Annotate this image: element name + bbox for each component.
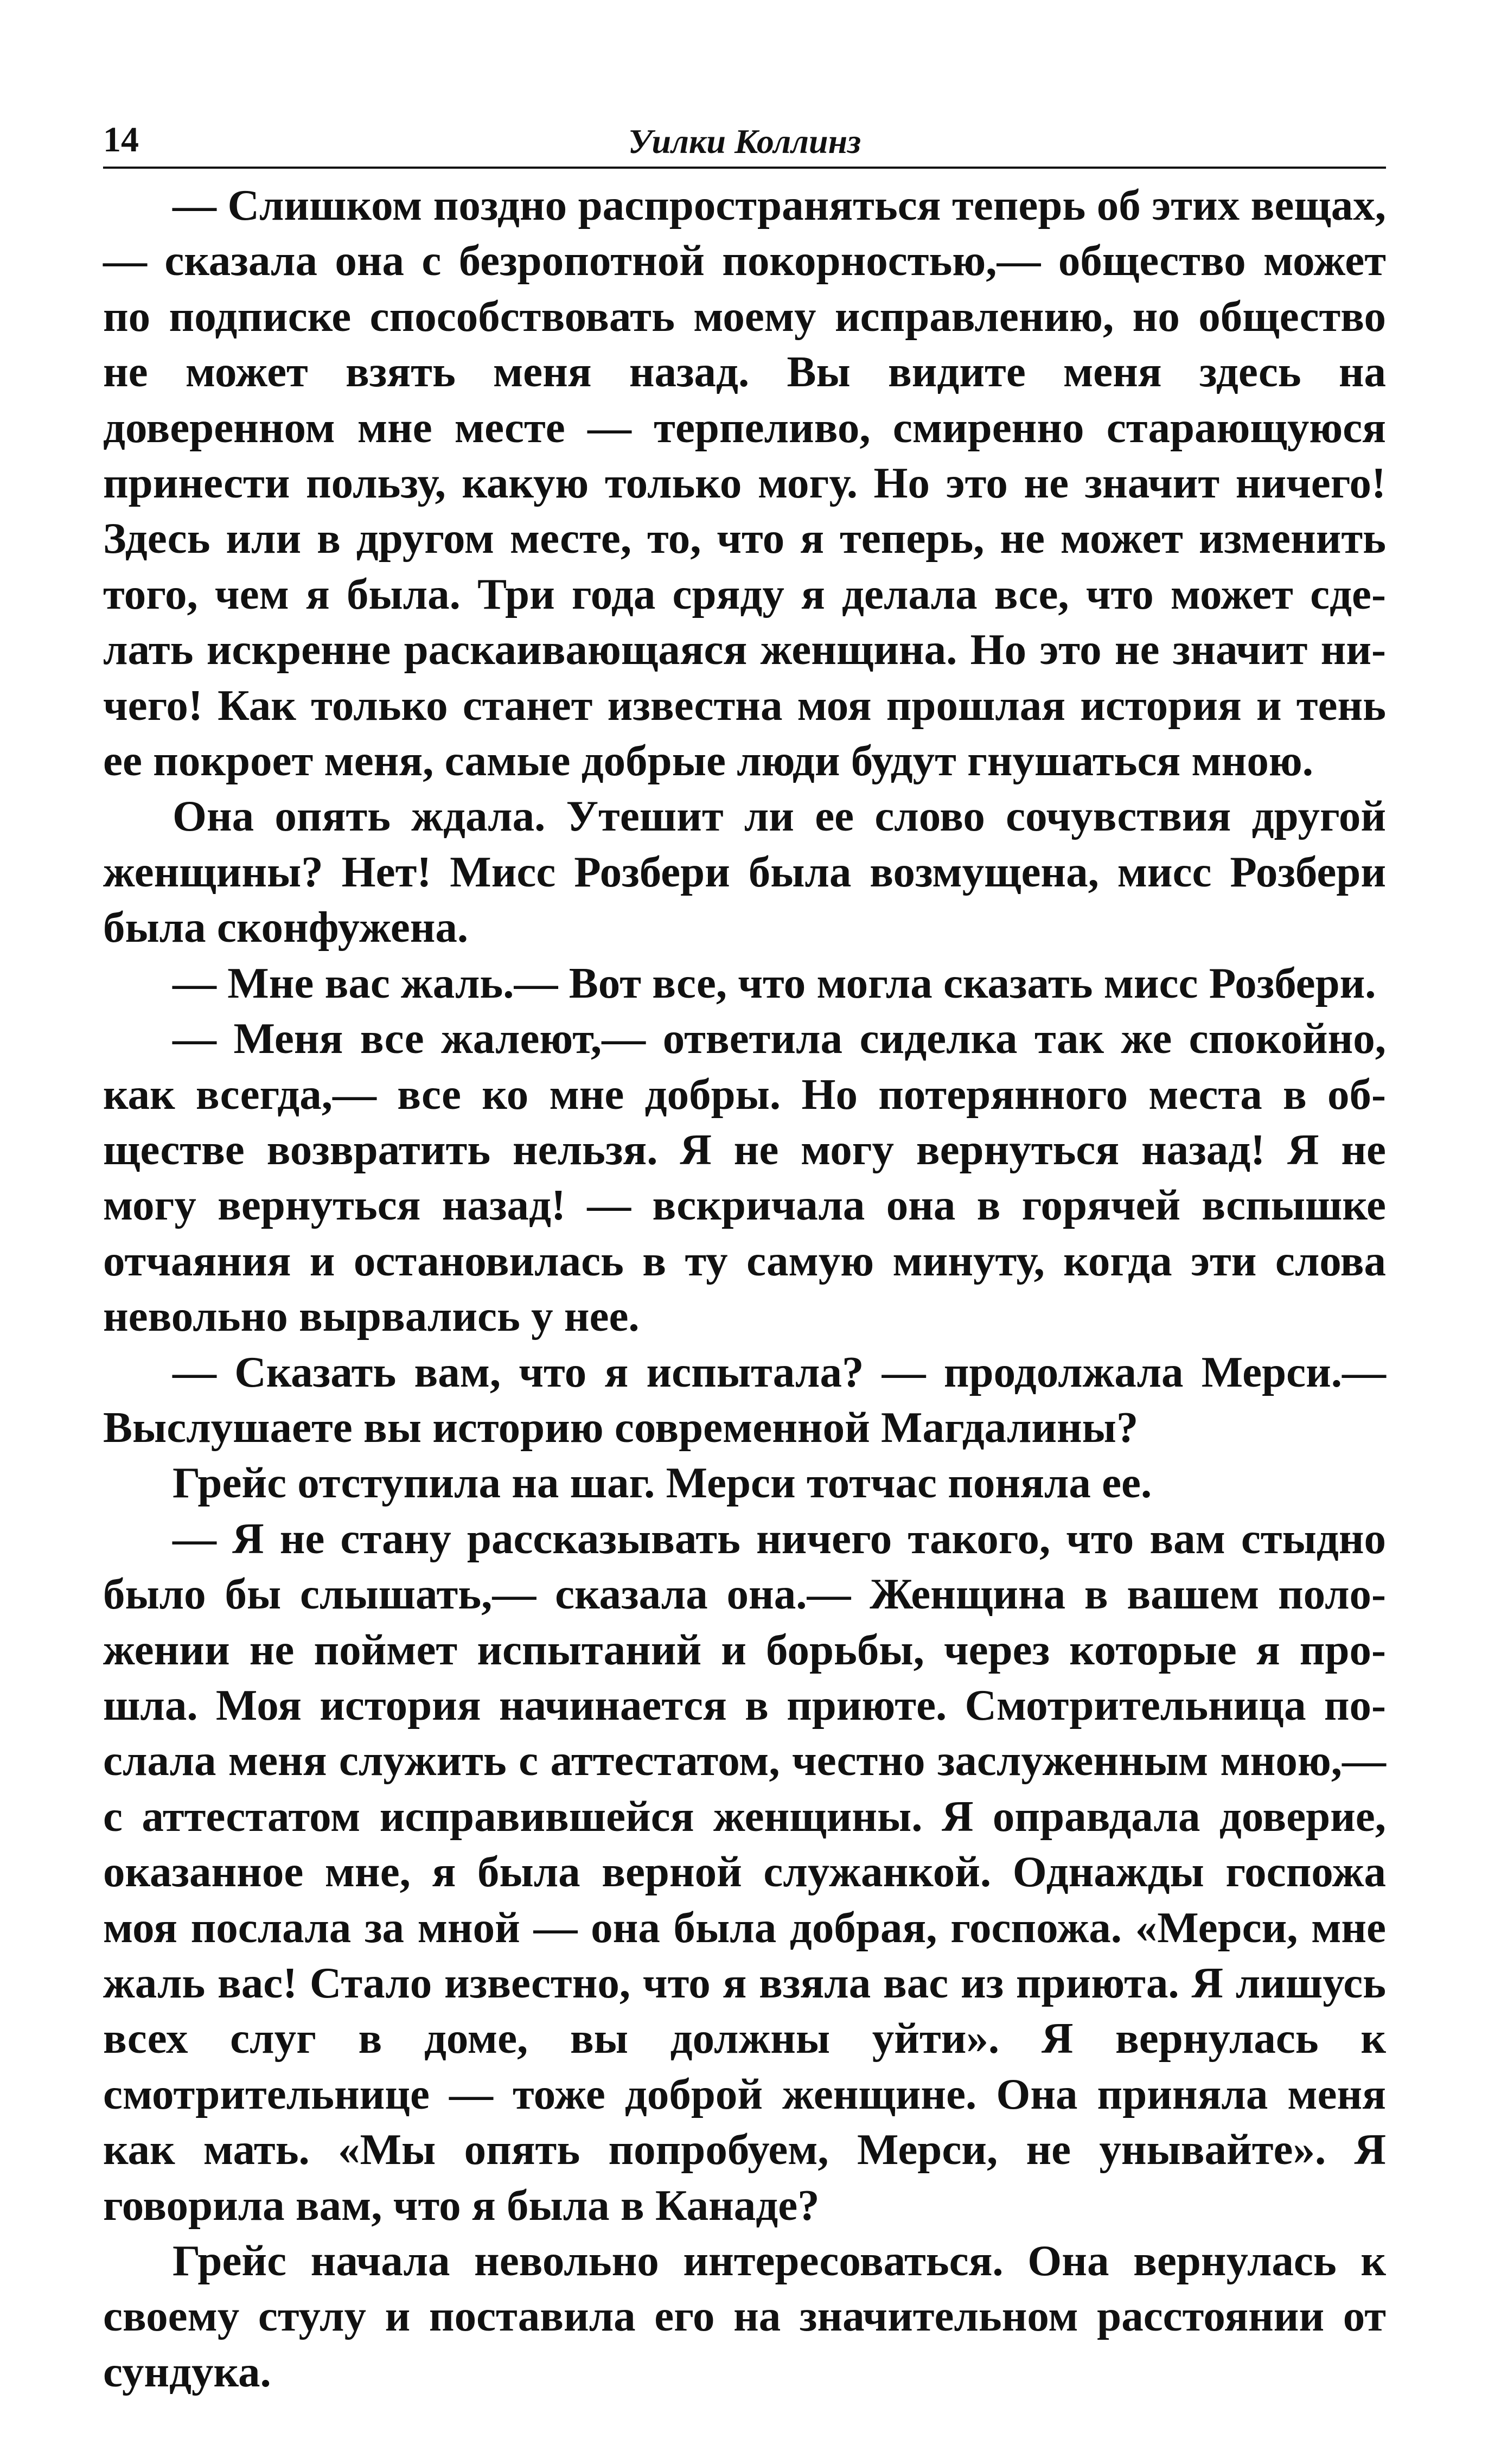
body-text <box>103 177 1386 2399</box>
paragraph: Грейс отступила на шаг. Мерси тотчас поняла ее. <box>173 1458 1152 1508</box>
running-title: Уилки Коллинз <box>628 122 861 161</box>
paragraph: — Мне вас жаль.— Вот все, что могла сказать мисс Розбери. <box>173 958 1376 1007</box>
paragraph: Она опять ждала. Утешит ли ее слово сочувствия другой женщины? Нет! Мисс Розбери была возмущена, мисс Розбери была сконфужена. <box>103 791 1386 952</box>
paragraph: Грейс начала невольно интересоваться. Она вернулась к своему стулу и поставила его на значительном расстоянии от сундука. <box>103 2236 1386 2396</box>
paragraph: — Слишком поздно распространяться теперь об этих вещах,— сказала она с безропотной покорностью,— общество может по подписке способствовать моему исправлению, но общество не может взять меня назад. Вы видите меня здесь на доверенном мне месте — терпеливо, смиренно старающуюся принести пользу, какую только могу. Но это не значит ничего! Здесь или в другом месте, то, что я теперь, не может изменить того, чем я была. Три года сряду я делала все, что может сделать искренне раскаивающаяся женщина. Но это не значит ничего! Как только станет известна моя прошлая история и тень ее покроет меня, самые добрые люди будут гнушаться мною. <box>103 181 1386 786</box>
page-number: 14 <box>103 120 139 159</box>
paragraph: — Меня все жалеют,— ответила сиделка так же спокойно, как всегда,— все ко мне добры. Но потерянного места в обществе возвратить нельзя. Я не могу вернуться назад! Я не могу вернуться назад! — вскричала она в горячей вспышке отчаяния и остановилась в ту самую минуту, когда эти слова невольно вырвались у нее. <box>103 1014 1386 1341</box>
paragraph: — Сказать вам, что я испытала? — продолжала Мерси.— Выслушаете вы историю современной Магдалины? <box>103 1347 1386 1452</box>
book-page <box>103 117 1386 2399</box>
paragraph: — Я не стану рассказывать ничего такого, что вам стыдно было бы слышать,— сказала она.— Женщина в вашем положении не поймет испытаний и борьбы, через которые я прошла. Моя история начинается в приюте. Смотрительница послала меня служить с аттестатом, честно заслуженным мною,— с аттестатом исправившейся женщины. Я оправдала доверие, оказанное мне, я была верной служанкой. Однажды госпожа моя послала за мной — она была добрая, госпожа. «Мерси, мне жаль вас! Стало известно, что я взяла вас из приюта. Я лишусь всех слуг в доме, вы должны уйти». Я вернулась к смотрительнице — тоже доброй женщине. Она приняла меня как мать. «Мы опять попробуем, Мерси, не унывайте». Я говорила вам, что я была в Канаде? <box>103 1514 1386 2230</box>
page-header <box>103 117 1386 169</box>
